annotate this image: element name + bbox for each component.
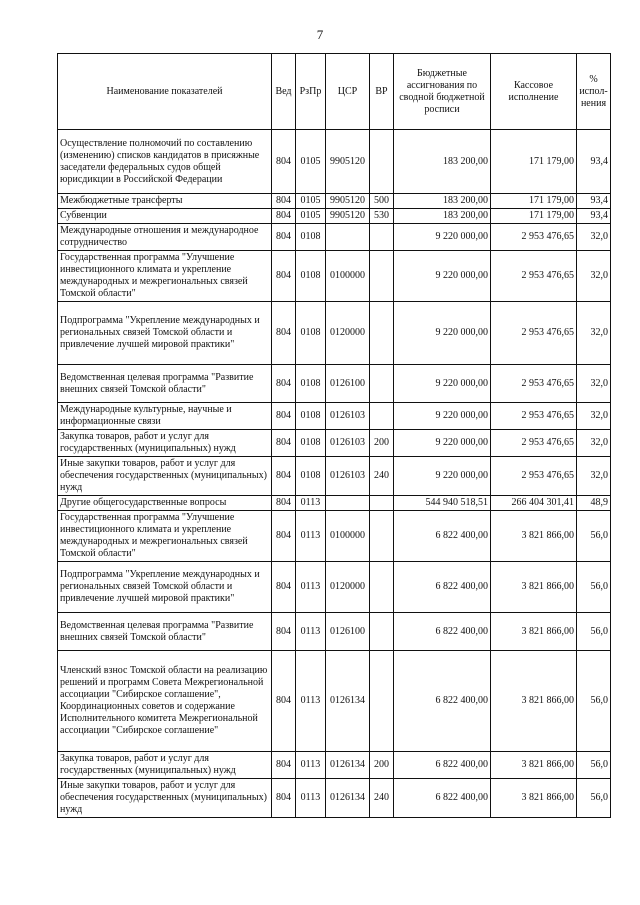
- cell-csr: 0126103: [326, 457, 370, 496]
- table-row: [58, 779, 611, 818]
- header-cash: Кассовое исполнение: [491, 54, 577, 130]
- cell-vr: 500: [370, 194, 394, 209]
- cell-budget: 6 822 400,00: [394, 613, 491, 651]
- cell-budget: 6 822 400,00: [394, 779, 491, 818]
- table-row: [58, 562, 611, 613]
- cell-percent: 32,0: [577, 251, 611, 302]
- cell-name: Субвенции: [58, 209, 272, 224]
- cell-ved: 804: [272, 511, 296, 562]
- cell-csr: 0126103: [326, 403, 370, 430]
- cell-budget: 9 220 000,00: [394, 430, 491, 457]
- cell-vr: 240: [370, 457, 394, 496]
- cell-ved: 804: [272, 779, 296, 818]
- cell-cash: 2 953 476,65: [491, 430, 577, 457]
- cell-ved: 804: [272, 457, 296, 496]
- cell-csr: 9905120: [326, 130, 370, 194]
- cell-ved: 804: [272, 224, 296, 251]
- cell-csr: 0100000: [326, 511, 370, 562]
- header-name: Наименование показателей: [58, 54, 272, 130]
- cell-vr: [370, 365, 394, 403]
- cell-name: Ведомственная целевая программа "Развитие внешних связей Томской области": [58, 613, 272, 651]
- cell-name: Закупка товаров, работ и услуг для государственных (муниципальных) нужд: [58, 430, 272, 457]
- table-row: [58, 430, 611, 457]
- table-row: [58, 651, 611, 752]
- cell-csr: 0120000: [326, 302, 370, 365]
- header-rzpr: РзПр: [296, 54, 326, 130]
- cell-ved: 804: [272, 752, 296, 779]
- cell-budget: 6 822 400,00: [394, 651, 491, 752]
- cell-percent: 56,0: [577, 511, 611, 562]
- cell-name: Межбюджетные трансферты: [58, 194, 272, 209]
- table-row: [58, 194, 611, 209]
- cell-budget: 9 220 000,00: [394, 224, 491, 251]
- cell-percent: 56,0: [577, 613, 611, 651]
- table-row: [58, 224, 611, 251]
- cell-name: Государственная программа "Улучшение инвестиционного климата и укрепление международных и межрегиональных связей Томской области": [58, 251, 272, 302]
- cell-name: Ведомственная целевая программа "Развитие внешних связей Томской области": [58, 365, 272, 403]
- cell-csr: 0126100: [326, 365, 370, 403]
- cell-csr: 0126134: [326, 752, 370, 779]
- cell-vr: [370, 651, 394, 752]
- cell-percent: 56,0: [577, 562, 611, 613]
- cell-csr: 0126134: [326, 779, 370, 818]
- table-body: [58, 130, 611, 818]
- cell-budget: 183 200,00: [394, 209, 491, 224]
- page-number: 7: [316, 27, 324, 42]
- cell-csr: 9905120: [326, 194, 370, 209]
- cell-budget: 9 220 000,00: [394, 365, 491, 403]
- header-vr: ВР: [370, 54, 394, 130]
- table-row: [58, 209, 611, 224]
- budget-table: [57, 53, 611, 818]
- header-csr: ЦСР: [326, 54, 370, 130]
- header-row: [58, 54, 611, 130]
- cell-name: Осуществление полномочий по составлению (изменению) списков кандидатов в присяжные заседатели федеральных судов общей юрисдикции в Российской Федерации: [58, 130, 272, 194]
- cell-cash: 2 953 476,65: [491, 302, 577, 365]
- cell-cash: 3 821 866,00: [491, 779, 577, 818]
- cell-rzpr: 0108: [296, 365, 326, 403]
- cell-cash: 3 821 866,00: [491, 562, 577, 613]
- cell-csr: [326, 496, 370, 511]
- cell-name: Государственная программа "Улучшение инвестиционного климата и укрепление международных и межрегиональных связей Томской области": [58, 511, 272, 562]
- cell-cash: 171 179,00: [491, 130, 577, 194]
- cell-rzpr: 0108: [296, 251, 326, 302]
- cell-rzpr: 0113: [296, 562, 326, 613]
- table-row: [58, 365, 611, 403]
- cell-ved: 804: [272, 302, 296, 365]
- header-percent: % испол-нения: [577, 54, 611, 130]
- cell-ved: 804: [272, 496, 296, 511]
- cell-ved: 804: [272, 194, 296, 209]
- cell-vr: [370, 224, 394, 251]
- cell-rzpr: 0113: [296, 496, 326, 511]
- cell-ved: 804: [272, 403, 296, 430]
- cell-name: Закупка товаров, работ и услуг для государственных (муниципальных) нужд: [58, 752, 272, 779]
- cell-csr: 0126134: [326, 651, 370, 752]
- cell-rzpr: 0105: [296, 130, 326, 194]
- cell-name: Международные культурные, научные и информационные связи: [58, 403, 272, 430]
- header-ved: Вед: [272, 54, 296, 130]
- cell-cash: 2 953 476,65: [491, 251, 577, 302]
- table-row: [58, 403, 611, 430]
- cell-name: Иные закупки товаров, работ и услуг для обеспечения государственных (муниципальных) нужд: [58, 779, 272, 818]
- cell-cash: 2 953 476,65: [491, 224, 577, 251]
- cell-vr: 200: [370, 430, 394, 457]
- cell-rzpr: 0108: [296, 430, 326, 457]
- cell-rzpr: 0113: [296, 613, 326, 651]
- cell-ved: 804: [272, 651, 296, 752]
- cell-rzpr: 0108: [296, 224, 326, 251]
- cell-name: Подпрограмма "Укрепление международных и региональных связей Томской области и привлечение лучшей мировой практики": [58, 302, 272, 365]
- cell-csr: 0126103: [326, 430, 370, 457]
- cell-percent: 32,0: [577, 403, 611, 430]
- cell-name: Другие общегосударственные вопросы: [58, 496, 272, 511]
- cell-percent: 93,4: [577, 209, 611, 224]
- cell-vr: [370, 251, 394, 302]
- cell-budget: 9 220 000,00: [394, 251, 491, 302]
- cell-ved: 804: [272, 613, 296, 651]
- table-row: [58, 496, 611, 511]
- cell-ved: 804: [272, 365, 296, 403]
- cell-csr: 0100000: [326, 251, 370, 302]
- cell-name: Членский взнос Томской области на реализацию решений и программ Совета Межрегиональной ассоциации "Сибирское соглашение", Координационных советов и содержание Исполнительного комитета Межрегиональной ассоциации "Сибирское соглашение": [58, 651, 272, 752]
- cell-cash: 3 821 866,00: [491, 511, 577, 562]
- cell-vr: 530: [370, 209, 394, 224]
- cell-percent: 32,0: [577, 457, 611, 496]
- cell-percent: 56,0: [577, 752, 611, 779]
- cell-rzpr: 0108: [296, 403, 326, 430]
- cell-cash: 2 953 476,65: [491, 365, 577, 403]
- cell-cash: 266 404 301,41: [491, 496, 577, 511]
- cell-percent: 32,0: [577, 365, 611, 403]
- cell-percent: 56,0: [577, 779, 611, 818]
- table-row: [58, 511, 611, 562]
- cell-percent: 56,0: [577, 651, 611, 752]
- cell-csr: [326, 224, 370, 251]
- cell-budget: 6 822 400,00: [394, 562, 491, 613]
- cell-percent: 93,4: [577, 130, 611, 194]
- cell-ved: 804: [272, 209, 296, 224]
- cell-csr: 0126100: [326, 613, 370, 651]
- cell-ved: 804: [272, 251, 296, 302]
- cell-vr: 200: [370, 752, 394, 779]
- cell-budget: 544 940 518,51: [394, 496, 491, 511]
- cell-vr: [370, 302, 394, 365]
- cell-cash: 2 953 476,65: [491, 457, 577, 496]
- cell-budget: 183 200,00: [394, 194, 491, 209]
- cell-cash: 171 179,00: [491, 209, 577, 224]
- table-row: [58, 130, 611, 194]
- cell-cash: 3 821 866,00: [491, 613, 577, 651]
- cell-vr: 240: [370, 779, 394, 818]
- cell-rzpr: 0113: [296, 779, 326, 818]
- cell-rzpr: 0105: [296, 194, 326, 209]
- cell-csr: 9905120: [326, 209, 370, 224]
- cell-cash: 2 953 476,65: [491, 403, 577, 430]
- cell-cash: 3 821 866,00: [491, 651, 577, 752]
- cell-vr: [370, 496, 394, 511]
- cell-csr: 0120000: [326, 562, 370, 613]
- cell-budget: 183 200,00: [394, 130, 491, 194]
- cell-budget: 9 220 000,00: [394, 403, 491, 430]
- cell-rzpr: 0113: [296, 651, 326, 752]
- cell-rzpr: 0113: [296, 511, 326, 562]
- table-row: [58, 457, 611, 496]
- cell-vr: [370, 613, 394, 651]
- header-budget: Бюджетные ассигнования по сводной бюджетной росписи: [394, 54, 491, 130]
- cell-percent: 32,0: [577, 430, 611, 457]
- cell-name: Подпрограмма "Укрепление международных и региональных связей Томской области и привлечение лучшей мировой практики": [58, 562, 272, 613]
- cell-percent: 32,0: [577, 224, 611, 251]
- cell-vr: [370, 562, 394, 613]
- cell-ved: 804: [272, 562, 296, 613]
- cell-budget: 9 220 000,00: [394, 457, 491, 496]
- cell-rzpr: 0108: [296, 302, 326, 365]
- cell-vr: [370, 130, 394, 194]
- cell-ved: 804: [272, 430, 296, 457]
- cell-vr: [370, 511, 394, 562]
- cell-percent: 93,4: [577, 194, 611, 209]
- cell-cash: 3 821 866,00: [491, 752, 577, 779]
- cell-percent: 48,9: [577, 496, 611, 511]
- table-row: [58, 613, 611, 651]
- cell-rzpr: 0113: [296, 752, 326, 779]
- cell-name: Международные отношения и международное сотрудничество: [58, 224, 272, 251]
- cell-vr: [370, 403, 394, 430]
- cell-name: Иные закупки товаров, работ и услуг для обеспечения государственных (муниципальных) нужд: [58, 457, 272, 496]
- table-row: [58, 752, 611, 779]
- table-row: [58, 251, 611, 302]
- cell-rzpr: 0108: [296, 457, 326, 496]
- cell-budget: 6 822 400,00: [394, 511, 491, 562]
- cell-rzpr: 0105: [296, 209, 326, 224]
- cell-budget: 6 822 400,00: [394, 752, 491, 779]
- table-row: [58, 302, 611, 365]
- cell-ved: 804: [272, 130, 296, 194]
- cell-cash: 171 179,00: [491, 194, 577, 209]
- cell-budget: 9 220 000,00: [394, 302, 491, 365]
- cell-percent: 32,0: [577, 302, 611, 365]
